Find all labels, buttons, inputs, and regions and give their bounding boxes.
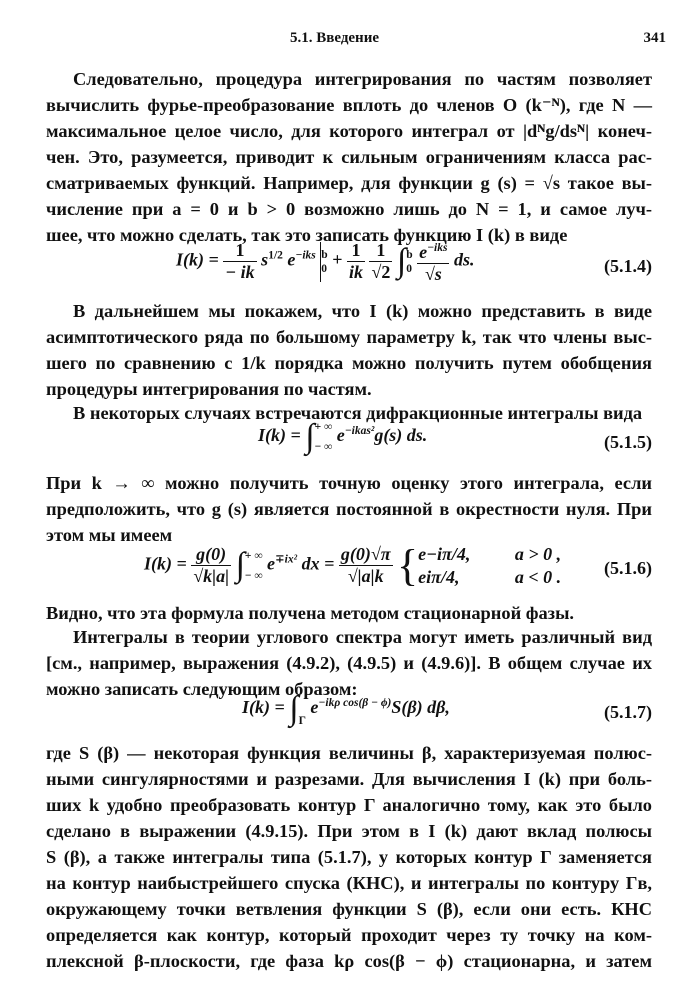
equation-5-1-4 bbox=[46, 238, 652, 294]
text-line: ших k удобно преобразовать контур Γ аналогично тому, как это было bbox=[46, 795, 652, 815]
text-line: В некоторых случаях встречаются дифракционные интегралы вида bbox=[73, 403, 643, 423]
text-line: ными сингулярностями и разрезами. Для вычисления I (k) при боль- bbox=[46, 769, 652, 789]
text-line: числение при a = 0 и b > 0 возможно лишь до N = 1, и самое луч- bbox=[46, 199, 652, 219]
equation-body: I(k) = $\frac{g(0)}{√k|a|}$ ∫ + ∞ − ∞ $e^{\mp ix^2}$ dx = $\frac{g(0)√\pi}{√|a|k}$ { e−iπ/4, eiπ/4, a > 0 , a < 0 . bbox=[144, 541, 562, 590]
text-line: процедуры интегрирования по частям. bbox=[46, 379, 372, 399]
equation-number: (5.1.7) bbox=[604, 702, 652, 722]
text-line: В дальнейшем мы покажем, что I (k) можно представить в виде bbox=[73, 301, 652, 321]
equation-number: (5.1.5) bbox=[604, 432, 652, 452]
paragraph-stationary-phase bbox=[46, 600, 652, 626]
paragraph-exact-estimate bbox=[46, 470, 652, 548]
text-line: вычислить фурье-преобразование вплоть до членов O (k⁻ᴺ), где N — bbox=[46, 95, 652, 115]
equation-body: I(k) = ∫ + ∞ − ∞ $e^{-ikas^2}g(s)$ ds. bbox=[258, 418, 428, 455]
equation-5-1-7 bbox=[46, 690, 652, 738]
text-line: плексной β-плоскости, где фаза kρ cos(β − ϕ) стационарна, и затем bbox=[46, 951, 652, 971]
text-line: окружающему точки ветвления функции S (β), если они есть. КНС bbox=[46, 899, 652, 919]
text-line: где S (β) — некоторая функция величины β, характеризуемая полюс- bbox=[46, 743, 652, 763]
text-line: шего по сравнению с 1/k порядка можно получить путем обобщения bbox=[46, 353, 652, 373]
text-line: [см., например, выражения (4.9.2), (4.9.5) и (4.9.6)]. В общем случае их bbox=[46, 653, 652, 673]
text-line: максимальное целое число, для которого интеграл от |dᴺg/dsᴺ| конеч- bbox=[46, 121, 652, 141]
equation-5-1-5 bbox=[46, 418, 652, 468]
text-line: Видно, что эта формула получена методом стационарной фазы. bbox=[46, 603, 575, 623]
running-header-section: 5.1. Введение bbox=[290, 30, 380, 46]
text-line: этом мы имеем bbox=[46, 525, 173, 545]
paragraph-contour-deformation bbox=[46, 740, 652, 974]
text-line: определяется как контур, который проходит через ту точку на ком- bbox=[46, 925, 652, 945]
text-line: можно записать следующим образом: bbox=[46, 679, 358, 699]
text-line: При k → ∞ можно получить точную оценку этого интеграла, если bbox=[46, 473, 652, 493]
equation-number: (5.1.6) bbox=[604, 558, 652, 578]
text-line: предположить, что g (s) является постоянной в окрестности нуля. При bbox=[46, 499, 652, 519]
paragraph-integration-by-parts bbox=[46, 66, 652, 248]
text-line: сделано в выражении (4.9.15). При этом в I (k) дают вклад полюсы bbox=[46, 821, 652, 841]
text-line: шее, что можно сделать, так это записать функцию I (k) в виде bbox=[46, 225, 568, 245]
equation-5-1-6 bbox=[46, 540, 652, 596]
text-line: Следовательно, процедура интегрирования по частям позволяет bbox=[73, 69, 652, 89]
paragraph-asymptotic-series bbox=[46, 298, 652, 402]
equation-body: I(k) = ∫ Γ $e^{-ik\rho cos(\beta - \phi)}S(\beta)$ dβ, bbox=[242, 690, 450, 727]
text-line: сматриваемых функций. Например, для функции g (s) = √s такое вы- bbox=[46, 173, 652, 193]
text-line: на контур наибыстрейшего спуска (КНС), и интегралы по контуру Γв, bbox=[46, 873, 652, 893]
text-line: S (β), а также интегралы типа (5.1.7), у которых контур Γ заменяется bbox=[46, 847, 652, 867]
page-number: 341 bbox=[643, 30, 666, 46]
text-line: асимптотического ряда по большому параметру k, так что члены выс- bbox=[46, 327, 652, 347]
text-line: Интегралы в теории углового спектра могут иметь различный вид bbox=[73, 627, 652, 647]
equation-body: I(k) = $\frac{1}{- ik}$ $s^{1/2}$ $e^{-iks}$ b 0 + $\frac{1}{ik}$ $\frac{1}{√2}$ ∫ b 0 $\frac{e^{-iks}}{√s}$ ds. bbox=[176, 240, 475, 284]
equation-number: (5.1.4) bbox=[604, 256, 652, 276]
text-line: чен. Это, разумеется, приводит к сильным ограничениям класса рас- bbox=[46, 147, 652, 167]
